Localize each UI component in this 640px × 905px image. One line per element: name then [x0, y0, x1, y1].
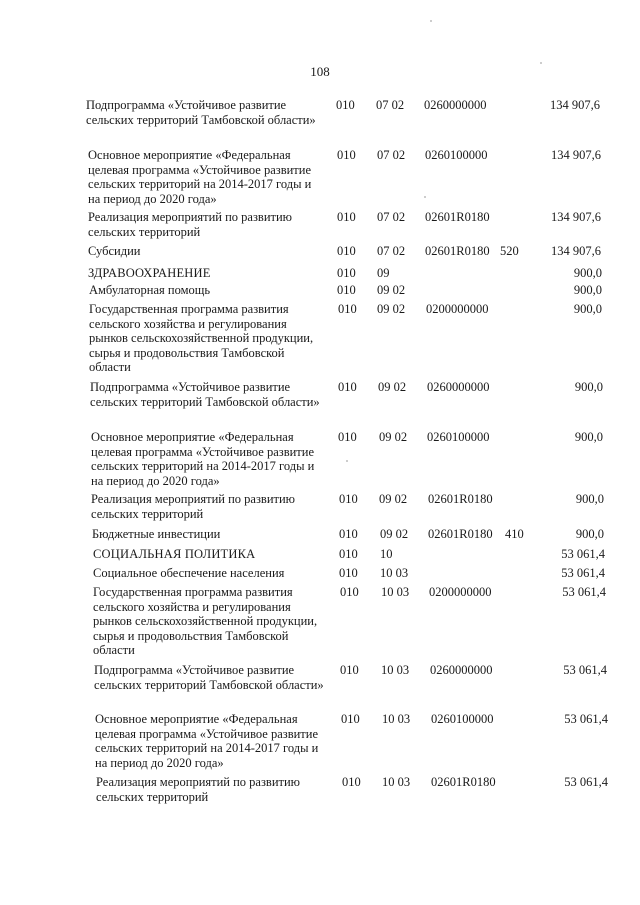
- row-section-code: 10 03: [381, 663, 410, 677]
- row-amount: 900,0: [575, 492, 604, 506]
- row-ministry-code: 010: [338, 302, 357, 316]
- row-ministry-code: 010: [339, 566, 358, 580]
- row-ministry-code: 010: [339, 527, 358, 541]
- row-ministry-code: 010: [340, 663, 359, 677]
- row-amount: 134 907,6: [550, 98, 600, 112]
- row-target-article: 0260000000: [430, 663, 493, 677]
- row-ministry-code: 010: [341, 712, 360, 726]
- row-section-code: 07 02: [377, 244, 406, 258]
- row-amount: 900,0: [574, 380, 603, 394]
- row-ministry-code: 010: [337, 210, 356, 224]
- row-name: ЗДРАВООХРАНЕНИЕ: [88, 266, 211, 280]
- row-name: Основное мероприятие «Федеральная целевая программа «Устойчивое развитие сельских территорий на 2014-2017 годы и на период до 2020 года»: [88, 148, 312, 206]
- row-name: Подпрограмма «Устойчивое развитие сельских территорий Тамбовской области»: [94, 663, 324, 692]
- row-ministry-code: 010: [337, 244, 356, 258]
- row-name: Социальное обеспечение населения: [93, 566, 285, 580]
- row-section-code: 09 02: [378, 380, 407, 394]
- row-target-article: 0260000000: [424, 98, 487, 112]
- row-amount: 900,0: [574, 430, 603, 444]
- row-ministry-code: 010: [342, 775, 361, 789]
- row-section-code: 09 02: [380, 527, 409, 541]
- row-ministry-code: 010: [337, 266, 356, 280]
- row-name: Реализация мероприятий по развитию сельских территорий: [96, 775, 300, 804]
- row-section-code: 10 03: [382, 712, 411, 726]
- row-section-code: 09: [377, 266, 390, 280]
- row-amount: 900,0: [573, 302, 602, 316]
- row-ministry-code: 010: [337, 148, 356, 162]
- row-name: Государственная программа развития сельского хозяйства и регулирования рынков сельскохозяйственной продукции, сырья и продовольствия Тамбовской области: [93, 585, 318, 658]
- row-ministry-code: 010: [336, 98, 355, 112]
- row-ministry-code: 010: [339, 547, 358, 561]
- row-name: Основное мероприятие «Федеральная целевая программа «Устойчивое развитие сельских территорий на 2014-2017 годы и на период до 2020 года»: [95, 712, 319, 770]
- row-section-code: 09 02: [377, 302, 406, 316]
- row-target-article: 0200000000: [429, 585, 492, 599]
- row-amount: 900,0: [573, 283, 602, 297]
- row-amount: 53 061,4: [564, 712, 608, 726]
- row-target-article: 02601R0180: [425, 210, 490, 224]
- scan-speck: [346, 460, 348, 462]
- row-section-code: 07 02: [377, 148, 406, 162]
- row-section-code: 09 02: [377, 283, 406, 297]
- row-name: Бюджетные инвестиции: [92, 527, 221, 541]
- row-target-article: 0260100000: [425, 148, 488, 162]
- row-section-code: 10 03: [382, 775, 411, 789]
- scan-speck: [424, 196, 426, 198]
- row-target-article: 0260000000: [427, 380, 490, 394]
- row-name: Государственная программа развития сельского хозяйства и регулирования рынков сельскохозяйственной продукции, сырья и продовольствия Тамбовской области: [89, 302, 314, 375]
- row-target-article: 02601R0180: [425, 244, 490, 258]
- row-amount: 53 061,4: [564, 775, 608, 789]
- row-amount: 900,0: [573, 266, 602, 280]
- row-section-code: 10 03: [381, 585, 410, 599]
- scan-speck: [430, 20, 432, 22]
- row-target-article: 0200000000: [426, 302, 489, 316]
- row-target-article: 0260100000: [427, 430, 490, 444]
- row-ministry-code: 010: [338, 430, 357, 444]
- row-amount: 53 061,4: [563, 663, 607, 677]
- row-amount: 134 907,6: [551, 244, 601, 258]
- row-ministry-code: 010: [340, 585, 359, 599]
- row-amount: 53 061,4: [561, 547, 605, 561]
- row-name: Подпрограмма «Устойчивое развитие сельских территорий Тамбовской области»: [90, 380, 320, 409]
- row-name: Амбулаторная помощь: [89, 283, 211, 297]
- row-expense-type: 520: [500, 244, 519, 258]
- row-amount: 134 907,6: [551, 148, 601, 162]
- row-target-article: 02601R0180: [428, 492, 493, 506]
- row-section-code: 10: [380, 547, 393, 561]
- row-amount: 134 907,6: [551, 210, 601, 224]
- row-expense-type: 410: [505, 527, 524, 541]
- row-target-article: 02601R0180: [428, 527, 493, 541]
- row-section-code: 10 03: [380, 566, 409, 580]
- row-name: СОЦИАЛЬНАЯ ПОЛИТИКА: [93, 547, 256, 561]
- row-name: Основное мероприятие «Федеральная целевая программа «Устойчивое развитие сельских территорий на 2014-2017 годы и на период до 2020 года»: [91, 430, 315, 488]
- row-name: Реализация мероприятий по развитию сельских территорий: [88, 210, 292, 239]
- row-name: Реализация мероприятий по развитию сельских территорий: [91, 492, 295, 521]
- row-amount: 53 061,4: [561, 566, 605, 580]
- page-number: 108: [310, 64, 330, 79]
- row-ministry-code: 010: [339, 492, 358, 506]
- row-section-code: 07 02: [377, 210, 406, 224]
- scan-speck: [540, 62, 542, 64]
- row-section-code: 07 02: [376, 98, 405, 112]
- row-section-code: 09 02: [379, 492, 408, 506]
- row-name: Субсидии: [88, 244, 141, 258]
- row-amount: 900,0: [575, 527, 604, 541]
- row-target-article: 0260100000: [431, 712, 494, 726]
- row-section-code: 09 02: [379, 430, 408, 444]
- row-ministry-code: 010: [337, 283, 356, 297]
- row-amount: 53 061,4: [562, 585, 606, 599]
- row-ministry-code: 010: [338, 380, 357, 394]
- row-target-article: 02601R0180: [431, 775, 496, 789]
- row-name: Подпрограмма «Устойчивое развитие сельских территорий Тамбовской области»: [86, 98, 316, 127]
